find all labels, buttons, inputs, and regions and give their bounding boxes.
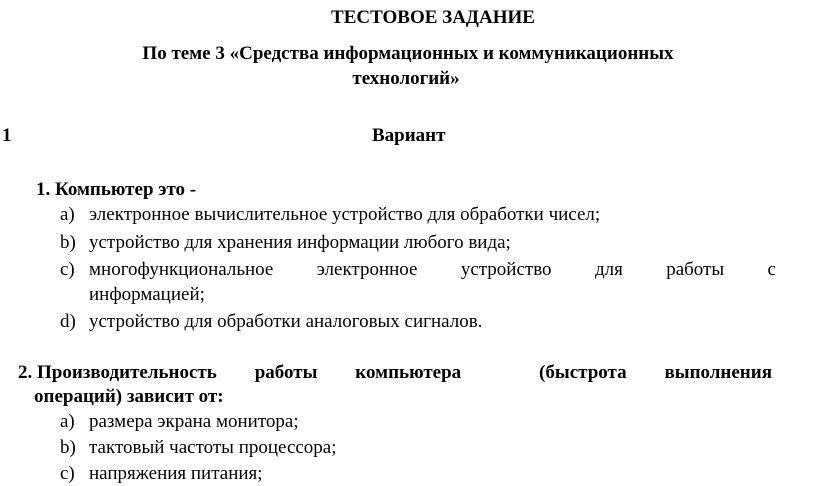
topic-line-2: технологий» [352, 68, 460, 89]
question-2 [18, 361, 772, 409]
question-word: выполнения [664, 362, 772, 383]
question-1-number: 1. [36, 179, 51, 200]
question-2-line-1 [18, 361, 772, 385]
question-2-line-2: операций) зависит от: [34, 386, 224, 407]
question-2-number: 2. [18, 362, 33, 383]
question-word: (быстрота [539, 362, 627, 383]
document-title: ТЕСТОВОЕ ЗАДАНИЕ [331, 7, 535, 28]
option-text: устройство для обработки аналоговых сигналов. [89, 311, 483, 332]
option-text: размера экрана монитора; [89, 411, 299, 432]
question-word: Производительность [37, 362, 217, 383]
option-text-line-2: информацией; [89, 284, 205, 305]
option-letter: c) [60, 259, 75, 280]
option-letter: b) [60, 437, 76, 458]
option-word: устройство [460, 259, 552, 280]
variant-number: 1 [2, 125, 12, 146]
option-text-line-1 [89, 258, 776, 282]
option-letter: d) [60, 311, 76, 332]
variant-label: Вариант [372, 125, 446, 146]
option-word: с [767, 259, 776, 280]
option-word: работы [666, 259, 725, 280]
option-text: напряжения питания; [89, 463, 263, 484]
option-word: для [594, 259, 623, 280]
question-2-number-word [18, 361, 217, 385]
question-word: компьютера [355, 362, 462, 383]
option-letter: b) [60, 232, 76, 253]
option-text: электронное вычислительное устройство для обработки чисел; [89, 204, 601, 225]
option-letter: a) [60, 204, 75, 225]
option-text: устройство для хранения информации любого вида; [89, 232, 511, 253]
question-1-text: Компьютер это - [55, 179, 197, 200]
option-letter: a) [60, 411, 75, 432]
question-1 [36, 178, 196, 202]
topic-line-1: По теме 3 «Средства информационных и коммуникационных [142, 43, 674, 64]
option-text: тактовый частоты процессора; [89, 437, 337, 458]
question-word: работы [254, 362, 318, 383]
option-letter: c) [60, 463, 75, 484]
option-word: электронное [316, 259, 418, 280]
option-word: многофункциональное [89, 259, 274, 280]
